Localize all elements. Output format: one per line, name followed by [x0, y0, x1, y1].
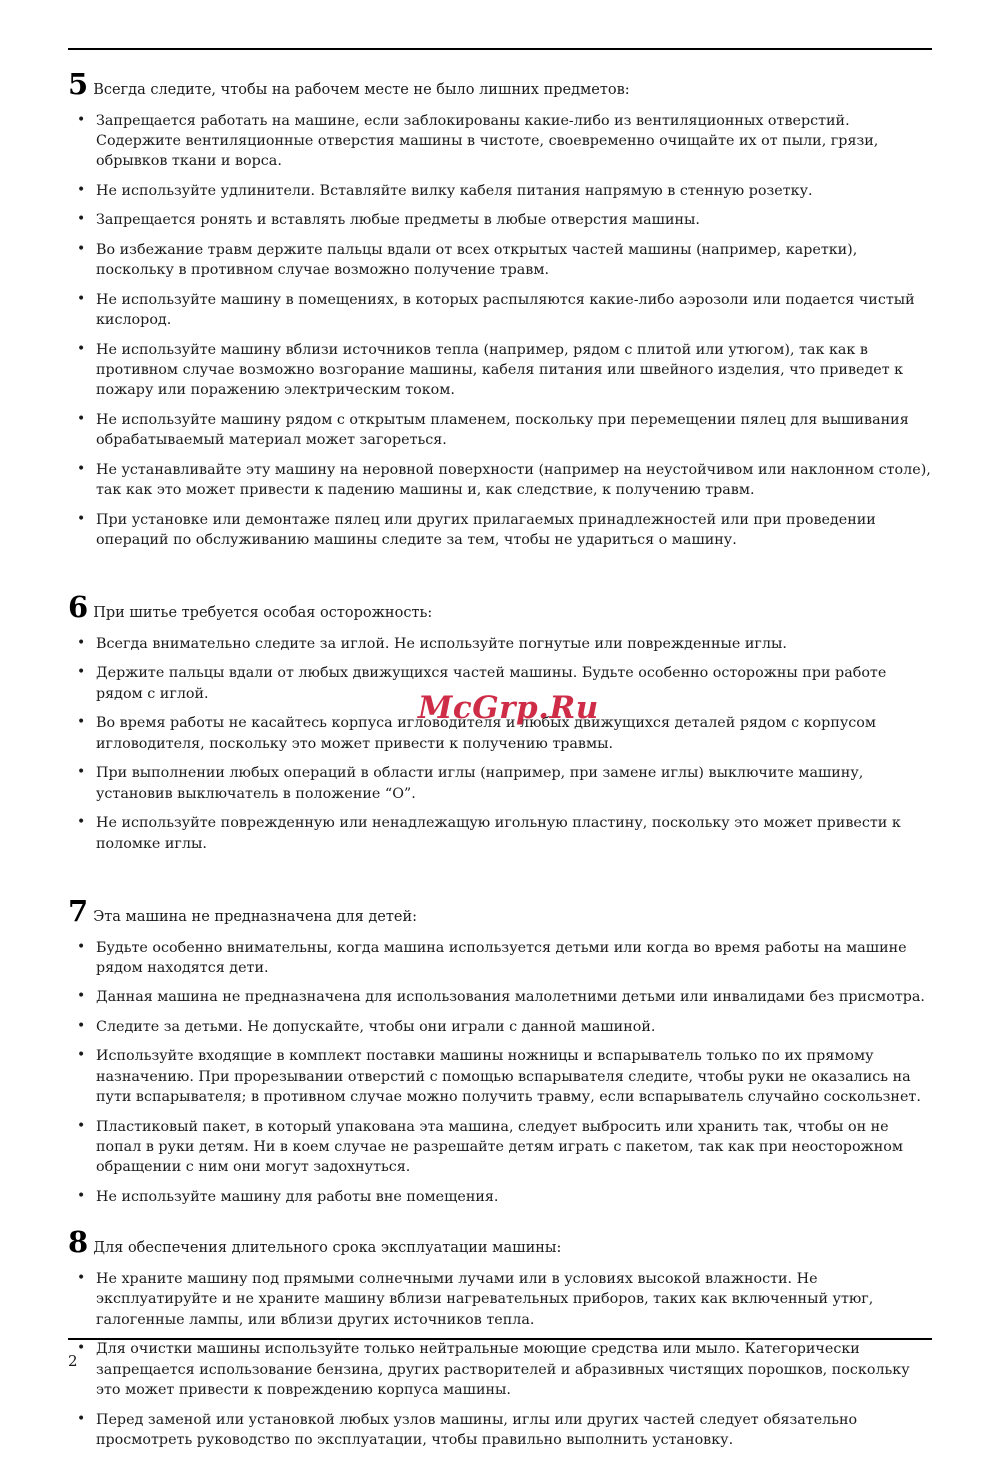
section-6	[68, 590, 932, 854]
list-item: • Не используйте удлинители. Вставляйте вилку кабеля питания напрямую в стенную розетку.	[68, 181, 932, 201]
list-item: • Во время работы не касайтесь корпуса игловодителя и любых движущихся деталей рядом с корпусом игловодителя, поскольку это может привести к получению травмы.	[68, 713, 932, 754]
list-item: • Не храните машину под прямыми солнечными лучами или в условиях высокой влажности. Не эксплуатируйте и не храните машину вблизи нагревательных приборов, таких как включенный утюг, галогенные лампы, или вблизи других источников тепла.	[68, 1269, 932, 1330]
section-6-heading	[68, 590, 932, 625]
list-item: • Всегда внимательно следите за иглой. Не используйте погнутые или поврежденные иглы.	[68, 634, 932, 654]
list-item: • При выполнении любых операций в области иглы (например, при замене иглы) выключите машину, установив выключатель в положение “O”.	[68, 763, 932, 804]
section-7-title: Эта машина не предназначена для детей:	[93, 908, 418, 925]
section-5	[68, 67, 932, 550]
list-item: • Не используйте машину в помещениях, в которых распыляются какие-либо аэрозоли или подается чистый кислород.	[68, 290, 932, 331]
section-7-list	[68, 938, 932, 1208]
list-item: • Данная машина не предназначена для использования малолетними детьми или инвалидами без присмотра.	[68, 987, 932, 1007]
footer-rule	[68, 1338, 932, 1340]
section-5-title: Всегда следите, чтобы на рабочем месте не было лишних предметов:	[93, 82, 630, 98]
list-item: • Не устанавливайте эту машину на неровной поверхности (например на неустойчивом или наклонном столе), так как это может привести к падению машины и, как следствие, к получению травм.	[68, 460, 932, 501]
list-item: • Не используйте машину вблизи источников тепла (например, рядом с плитой или утюгом), так как в противном случае возможно возгорание машины, кабеля питания или швейного изделия, что приведет к пожару или поражению электрическим током.	[68, 340, 932, 401]
list-item: • Запрещается работать на машине, если заблокированы какие-либо из вентиляционных отверстий. Содержите вентиляционные отверстия машины в чистоте, своевременно очищайте их от пыли, грязи, обрывков ткани и ворса.	[68, 111, 932, 172]
section-8-title: Для обеспечения длительного срока эксплуатации машины:	[93, 1240, 562, 1257]
section-5-list	[68, 111, 932, 551]
spacer	[68, 1216, 932, 1228]
section-7-heading	[68, 893, 932, 928]
list-item: • Для очистки машины используйте только нейтральные моющие средства или мыло. Категорически запрещается использование бензина, других растворителей и абразивных чистящих порошков, поскольку это может привести к повреждению корпуса машины.	[68, 1339, 932, 1400]
section-7	[68, 893, 932, 1207]
list-item: • Пластиковый пакет, в который упакована эта машина, следует выбросить или хранить так, чтобы он не попал в руки детям. Ни в коем случае не разрешайте детям играть с пакетом, так как при неосторожном обращении с ним они могут задохнуться.	[68, 1117, 932, 1178]
spacer	[68, 559, 932, 593]
list-item: • Во избежание травм держите пальцы вдали от всех открытых частей машины (например, каретки), поскольку в противном случае возможно получение травм.	[68, 240, 932, 281]
spacer	[68, 863, 932, 897]
list-item: • Не используйте машину рядом с открытым пламенем, поскольку при перемещении пялец для вышивания обрабатываемый материал может загореться.	[68, 410, 932, 451]
section-5-number: 5	[68, 67, 89, 101]
list-item: • Держите пальцы вдали от любых движущихся частей машины. Будьте особенно осторожны при работе рядом с иглой.	[68, 663, 932, 704]
list-item: • Запрещается ронять и вставлять любые предметы в любые отверстия машины.	[68, 210, 932, 230]
page-number: 2	[68, 1352, 78, 1370]
section-6-list	[68, 634, 932, 854]
page-content	[68, 67, 932, 1459]
section-7-number: 7	[68, 893, 89, 928]
section-8-list	[68, 1269, 932, 1451]
list-item: • Следите за детьми. Не допускайте, чтобы они играли с данной машиной.	[68, 1017, 932, 1037]
section-6-title: При шитье требуется особая осторожность:	[93, 605, 433, 622]
list-item: • Используйте входящие в комплект поставки машины ножницы и вспарыватель только по их прямому назначению. При прорезывании отверстий с помощью вспарывателя следите, чтобы руки не оказались на пути вспарывателя; в противном случае можно получить травму, если вспарыватель случайно соскользнет.	[68, 1046, 932, 1107]
list-item: • Не используйте поврежденную или ненадлежащую игольную пластину, поскольку это может привести к поломке иглы.	[68, 813, 932, 854]
watermark: McGrp.Ru	[418, 690, 599, 726]
list-item: • Не используйте машину для работы вне помещения.	[68, 1187, 932, 1207]
section-6-number: 6	[68, 590, 89, 625]
section-8-number: 8	[68, 1225, 89, 1260]
section-5-heading	[68, 67, 932, 101]
list-item: • Будьте особенно внимательны, когда машина используется детьми или когда во время работы на машине рядом находятся дети.	[68, 938, 932, 979]
list-item: • При установке или демонтаже пялец или других прилагаемых принадлежностей или при проведении операций по обслуживанию машины следите за тем, чтобы не удариться о машину.	[68, 510, 932, 551]
list-item: • Перед заменой или установкой любых узлов машины, иглы или других частей следует обязательно просмотреть руководство по эксплуатации, чтобы правильно выполнить установку.	[68, 1410, 932, 1451]
section-8-heading	[68, 1225, 932, 1260]
header-rule	[68, 48, 932, 50]
